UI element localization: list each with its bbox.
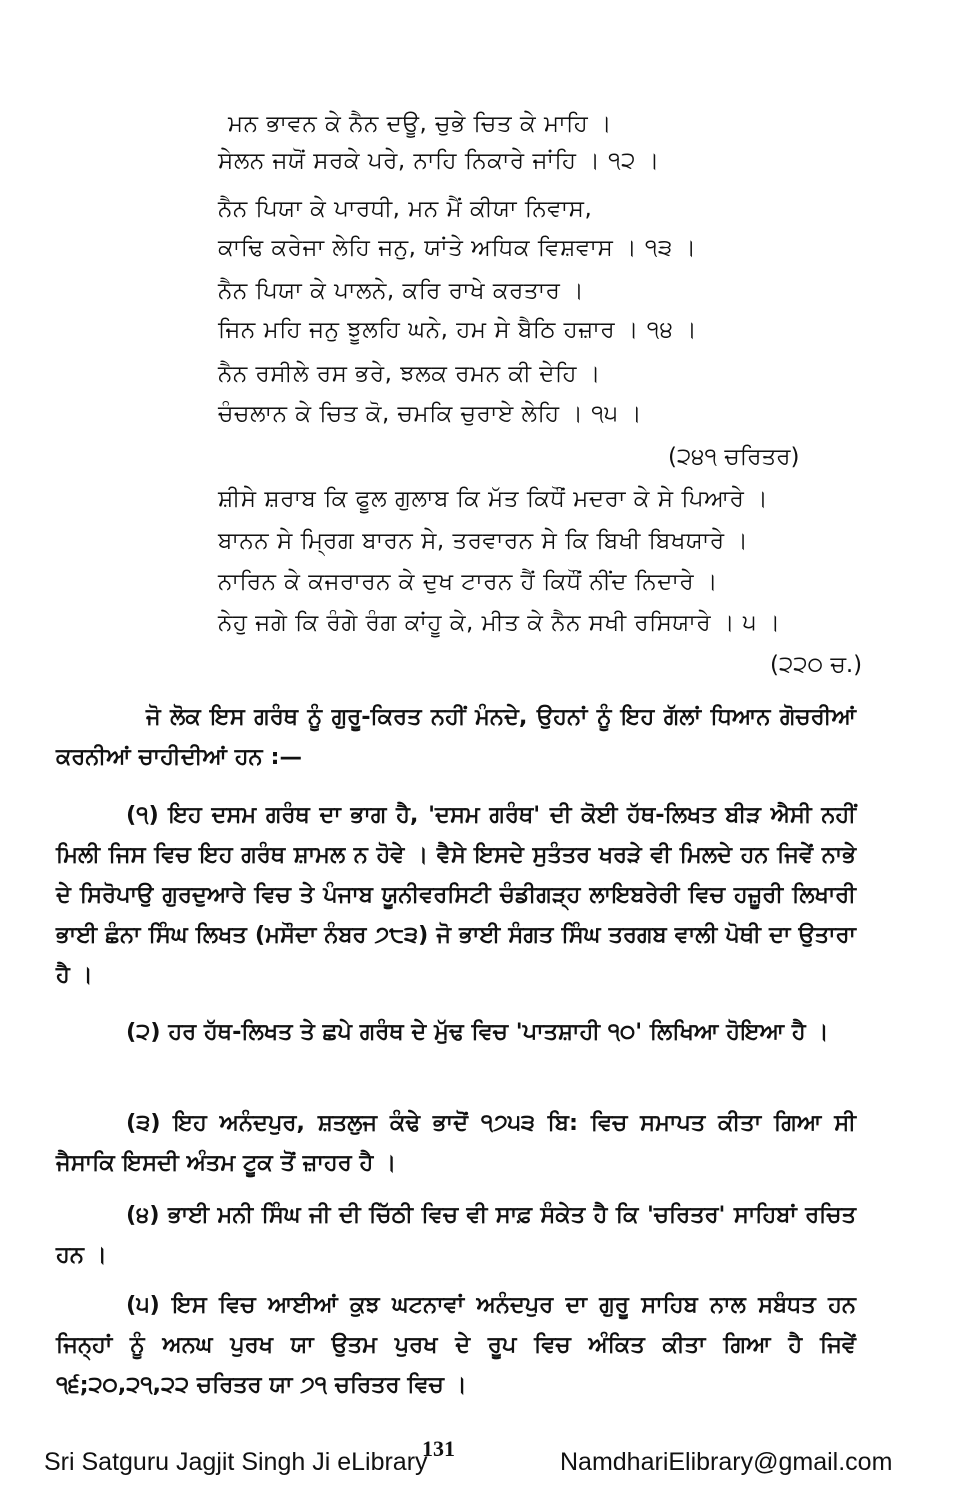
footer-email: NamdhariElibrary@gmail.com: [560, 1448, 893, 1476]
verse-line: ਨੈਨ ਪਿਯਾ ਕੇ ਪਾਰਧੀ, ਮਨ ਮੈਂ ਕੀਯਾ ਨਿਵਾਸ,: [218, 196, 593, 222]
point-5: (੫) ਇਸ ਵਿਚ ਆਈਆਂ ਕੁਝ ਘਟਨਾਵਾਂ ਅਨੰਦਪੁਰ ਦਾ ਗੁਰੂ ਸਾਹਿਬ ਨਾਲ ਸਬੰਧਤ ਹਨ ਜਿਨ੍ਹਾਂ ਨੂੰ ਅਨਘ ਪੁਰਖ ਯਾ ਉਤਮ ਪੁਰਖ ਦੇ ਰੂਪ ਵਿਚ ਅੰਕਿਤ ਕੀਤਾ ਗਿਆ ਹੈ ਜਿਵੇਂ ੧੬;੨੦,੨੧,੨੨ ਚਰਿਤਰ ਯਾ ੭੧ ਚਰਿਤਰ ਵਿਚ ।: [56, 1292, 856, 1398]
point-2: (੨) ਹਰ ਹੱਥ-ਲਿਖਤ ਤੇ ਛਪੇ ਗਰੰਥ ਦੇ ਮੁੱਢ ਵਿਚ 'ਪਾਤਸ਼ਾਹੀ ੧੦' ਲਿਖਿਆ ਹੋਇਆ ਹੈ ।: [126, 1019, 829, 1045]
point-1: (੧) ਇਹ ਦਸਮ ਗਰੰਥ ਦਾ ਭਾਗ ਹੈ, 'ਦਸਮ ਗਰੰਥ' ਦੀ ਕੋਈ ਹੱਥ-ਲਿਖਤ ਬੀੜ ਐਸੀ ਨਹੀਂ ਮਿਲੀ ਜਿਸ ਵਿਚ ਇਹ ਗਰੰਥ ਸ਼ਾਮਲ ਨ ਹੋਵੇ । ਵੈਸੇ ਇਸਦੇ ਸੁਤੰਤਰ ਖਰੜੇ ਵੀ ਮਿਲਦੇ ਹਨ ਜਿਵੇਂ ਨਾਭੇ ਦੇ ਸਿਰੋਪਾਉ ਗੁਰਦੁਆਰੇ ਵਿਚ ਤੇ ਪੰਜਾਬ ਯੂਨੀਵਰਸਿਟੀ ਚੰਡੀਗੜ੍ਹ ਲਾਇਬਰੇਰੀ ਵਿਚ ਹਜ਼ੂਰੀ ਲਿਖਾਰੀ ਭਾਈ ਛੰਨਾ ਸਿੰਘ ਲਿਖਤ (ਮਸੌਦਾ ਨੰਬਰ ੭੮੩) ਜੋ ਭਾਈ ਸੰਗਤ ਸਿੰਘ ਤਰਗਬ ਵਾਲੀ ਪੋਥੀ ਦਾ ਉਤਾਰਾ ਹੈ ।: [56, 802, 856, 988]
verse-line: ਨੈਨ ਪਿਯਾ ਕੇ ਪਾਲਨੇ, ਕਰਿ ਰਾਖੇ ਕਰਤਾਰ ।: [218, 278, 585, 304]
page-number: 131: [422, 1436, 455, 1461]
intro-paragraph: ਜੋ ਲੋਕ ਇਸ ਗਰੰਥ ਨੂੰ ਗੁਰੂ-ਕਿਰਤ ਨਹੀਂ ਮੰਨਦੇ, ਉਹਨਾਂ ਨੂੰ ਇਹ ਗੱਲਾਂ ਧਿਆਨ ਗੋਚਰੀਆਂ ਕਰਨੀਆਂ ਚਾਹੀਦੀਆਂ ਹਨ :—: [56, 704, 856, 770]
verse-line: ਨਾਰਿਨ ਕੇ ਕਜਰਾਰਨ ਕੇ ਦੁਖ ਟਾਰਨ ਹੈਂ ਕਿਧੌਂ ਨੀਂਦ ਨਿਦਾਰੇ ।: [218, 569, 718, 595]
verse-line: ਮਨ ਭਾਵਨ ਕੇ ਨੈਨ ਦਊ, ਚੁਭੇ ਚਿਤ ਕੇ ਮਾਹਿ ।: [228, 111, 613, 137]
verse-line: ਕਾਢਿ ਕਰੇਜਾ ਲੇਹਿ ਜਨੁ, ਯਾਂਤੇ ਅਧਿਕ ਵਿਸ਼ਵਾਸ । ੧੩ ।: [218, 235, 697, 261]
verse-line: ਬਾਨਨ ਸੇ ਮ੍ਰਿਗ ਬਾਰਨ ਸੇ, ਤਰਵਾਰਨ ਸੇ ਕਿ ਬਿਖੀ ਬਿਖਯਾਰੇ ।: [218, 528, 749, 554]
point-3: (੩) ਇਹ ਅਨੰਦਪੁਰ, ਸ਼ਤਲੁਜ ਕੰਢੇ ਭਾਦੋਂ ੧੭੫੩ ਬਿ: ਵਿਚ ਸਮਾਪਤ ਕੀਤਾ ਗਿਆ ਸੀ ਜੈਸਾਕਿ ਇਸਦੀ ਅੰਤਮ ਟੂਕ ਤੋਂ ਜ਼ਾਹਰ ਹੈ ।: [56, 1110, 856, 1176]
verse-line: ਨੈਨ ਰਸੀਲੇ ਰਸ ਭਰੇ, ਝਲਕ ਰਮਨ ਕੀ ਦੇਹਿ ।: [218, 361, 601, 387]
footer-library-name: Sri Satguru Jagjit Singh Ji eLibrary: [44, 1448, 428, 1476]
verse-line: ਸ਼ੀਸੇ ਸ਼ਰਾਬ ਕਿ ਫੂਲ ਗੁਲਾਬ ਕਿ ਮੱਤ ਕਿਧੌਂ ਮਦਰਾ ਕੇ ਸੇ ਪਿਆਰੇ ।: [218, 486, 769, 512]
point-4: (੪) ਭਾਈ ਮਨੀ ਸਿੰਘ ਜੀ ਦੀ ਚਿੱਠੀ ਵਿਚ ਵੀ ਸਾਫ਼ ਸੰਕੇਤ ਹੈ ਕਿ 'ਚਰਿਤਰ' ਸਾਹਿਬਾਂ ਰਚਿਤ ਹਨ ।: [56, 1202, 856, 1268]
verse-line: ਜਿਨ ਮਹਿ ਜਨੁ ਝੂਲਹਿ ਘਨੇ, ਹਮ ਸੇ ਬੈਠਿ ਹਜ਼ਾਰ । ੧੪ ।: [218, 317, 698, 343]
verse-line: ਚੰਚਲਾਨ ਕੇ ਚਿਤ ਕੋ, ਚਮਕਿ ਚੁਰਾਏ ਲੇਹਿ । ੧੫ ।: [218, 401, 643, 427]
verse-reference: (੨੪੧ ਚਰਿਤਰ): [668, 444, 800, 470]
verse-line: ਸੇਲਨ ਜਯੋਂ ਸਰਕੇ ਪਰੇ, ਨਾਹਿ ਨਿਕਾਰੇ ਜਾਂਹਿ । ੧੨ ।: [218, 148, 660, 174]
verse-reference: (੨੨੦ ਚ.): [770, 652, 863, 678]
verse-line: ਨੇਹੁ ਜਗੇ ਕਿ ਰੰਗੇ ਰੰਗ ਕਾਂਹੂ ਕੇ, ਮੀਤ ਕੇ ਨੈਨ ਸਖੀ ਰਸਿਯਾਰੇ । ੫ ।: [218, 610, 781, 636]
